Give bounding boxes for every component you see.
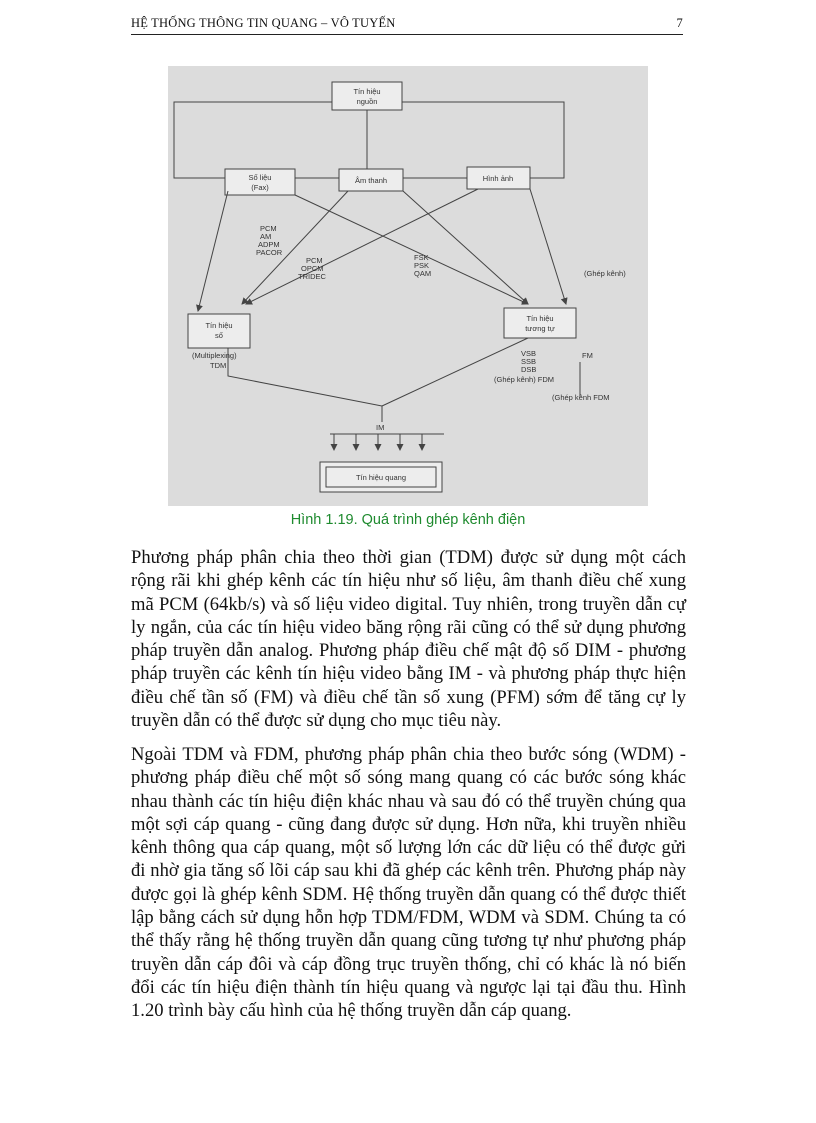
label-pcm2-3: TRIDEC bbox=[298, 272, 326, 281]
figure-caption: Hình 1.19. Quá trình ghép kênh điện bbox=[290, 512, 526, 528]
label-tdm: TDM bbox=[210, 361, 227, 370]
label-audio: Âm thanh bbox=[354, 176, 388, 185]
multiplexing-diagram bbox=[168, 66, 648, 506]
label-pcm-4: PACOR bbox=[256, 248, 283, 257]
page-header bbox=[131, 14, 683, 35]
label-pcm-1: PCM bbox=[260, 224, 277, 233]
label-fdm-note-2: (Ghép kênh FDM bbox=[552, 393, 610, 402]
label-fsk-1: FSK bbox=[414, 253, 429, 262]
paragraph-1: Phương pháp phân chia theo thời gian (TDM) được sử dụng một cách rộng rãi khi ghép kênh các tín hiệu như số liệu, âm thanh điều chế xung mã PCM (64kb/s) và số liệu video digital. Tuy nhiên, trong truyền dẫn cự ly ngắn, của các tín hiệu video băng rộng rãi cũng có thể sử dụng phương pháp truyền dẫn analog. Phương pháp điều chế mật độ số DIM - phương pháp truyền các kênh tín hiệu video bằng IM - và phương pháp thực hiện điều chế tần số (FM) và điều chế tần số xung (PFM) sớm để tăng cự ly truyền dẫn có thể được sử dụng cho mục tiêu này. bbox=[131, 547, 686, 732]
page-number: 7 bbox=[676, 16, 683, 30]
label-image: Hình ảnh bbox=[482, 174, 514, 183]
label-pcm-2: AM bbox=[260, 232, 272, 241]
label-pcm-3: ADPM bbox=[258, 240, 280, 249]
label-analog-1: Tín hiệu bbox=[526, 314, 554, 323]
label-source-2: nguồn bbox=[356, 97, 378, 106]
paragraph-2: Ngoài TDM và FDM, phương pháp phân chia theo bước sóng (WDM) - phương pháp điều chế một số sóng mang quang có các bước sóng khác nhau thành các tín hiệu điện khác nhau và sau đó có thể truyền chúng qua một sợi cáp quang - cũng đang được sử dụng. Hơn nữa, khi truyền nhiều kênh thông qua cáp quang, một số lượng lớn các dữ liệu có thể được gửi đi nhờ gia tăng số lõi cáp sau khi đã ghép các kênh trên. Phương pháp này được gọi là ghép kênh SDM. Hệ thống truyền dẫn quang có thể được thiết lập bằng cách sử dụng hỗn hợp TDM/FDM, WDM và SDM. Chúng ta có thể thấy rằng hệ thống truyền dẫn quang cũng tương tự như phương pháp truyền dẫn cáp đôi và cáp đồng trục truyền thống, chỉ có khác là nó biến đổi các tín hiệu điện thành tín hiệu quang và ngược lại tại đầu thu. Hình 1.20 trình bày cấu hình của hệ thống truyền dẫn cáp quang. bbox=[131, 744, 686, 1022]
label-im: IM bbox=[376, 423, 385, 432]
label-vsb-1: VSB bbox=[521, 349, 537, 358]
label-source-1: Tín hiệu bbox=[353, 87, 381, 96]
label-fdm-note: (Ghép kênh) FDM bbox=[494, 375, 555, 384]
label-optical: Tín hiệu quang bbox=[355, 473, 407, 482]
label-digital-2: số bbox=[215, 331, 223, 340]
label-analog-note: (Ghép kênh) bbox=[584, 269, 626, 278]
label-fsk-2: PSK bbox=[414, 261, 430, 270]
figure-diagram bbox=[168, 66, 648, 506]
label-data-2: (Fax) bbox=[251, 183, 269, 192]
label-digital-1: Tín hiệu bbox=[205, 321, 233, 330]
label-pcm2-1: PCM bbox=[306, 256, 323, 265]
label-fsk-3: QAM bbox=[414, 269, 432, 278]
label-fm: FM bbox=[582, 351, 593, 360]
label-analog-2: tương tự bbox=[525, 324, 555, 333]
analog-signal-box bbox=[504, 308, 576, 338]
label-vsb-2: SSB bbox=[521, 357, 537, 366]
label-pcm2-2: OPCM bbox=[301, 264, 324, 273]
label-vsb-3: DSB bbox=[521, 365, 537, 374]
label-multiplexing: (Multiplexing) bbox=[192, 351, 237, 360]
header-title: HỆ THỐNG THÔNG TIN QUANG – VÔ TUYẾN bbox=[131, 16, 396, 30]
label-data-1: Số liệu bbox=[248, 173, 272, 182]
